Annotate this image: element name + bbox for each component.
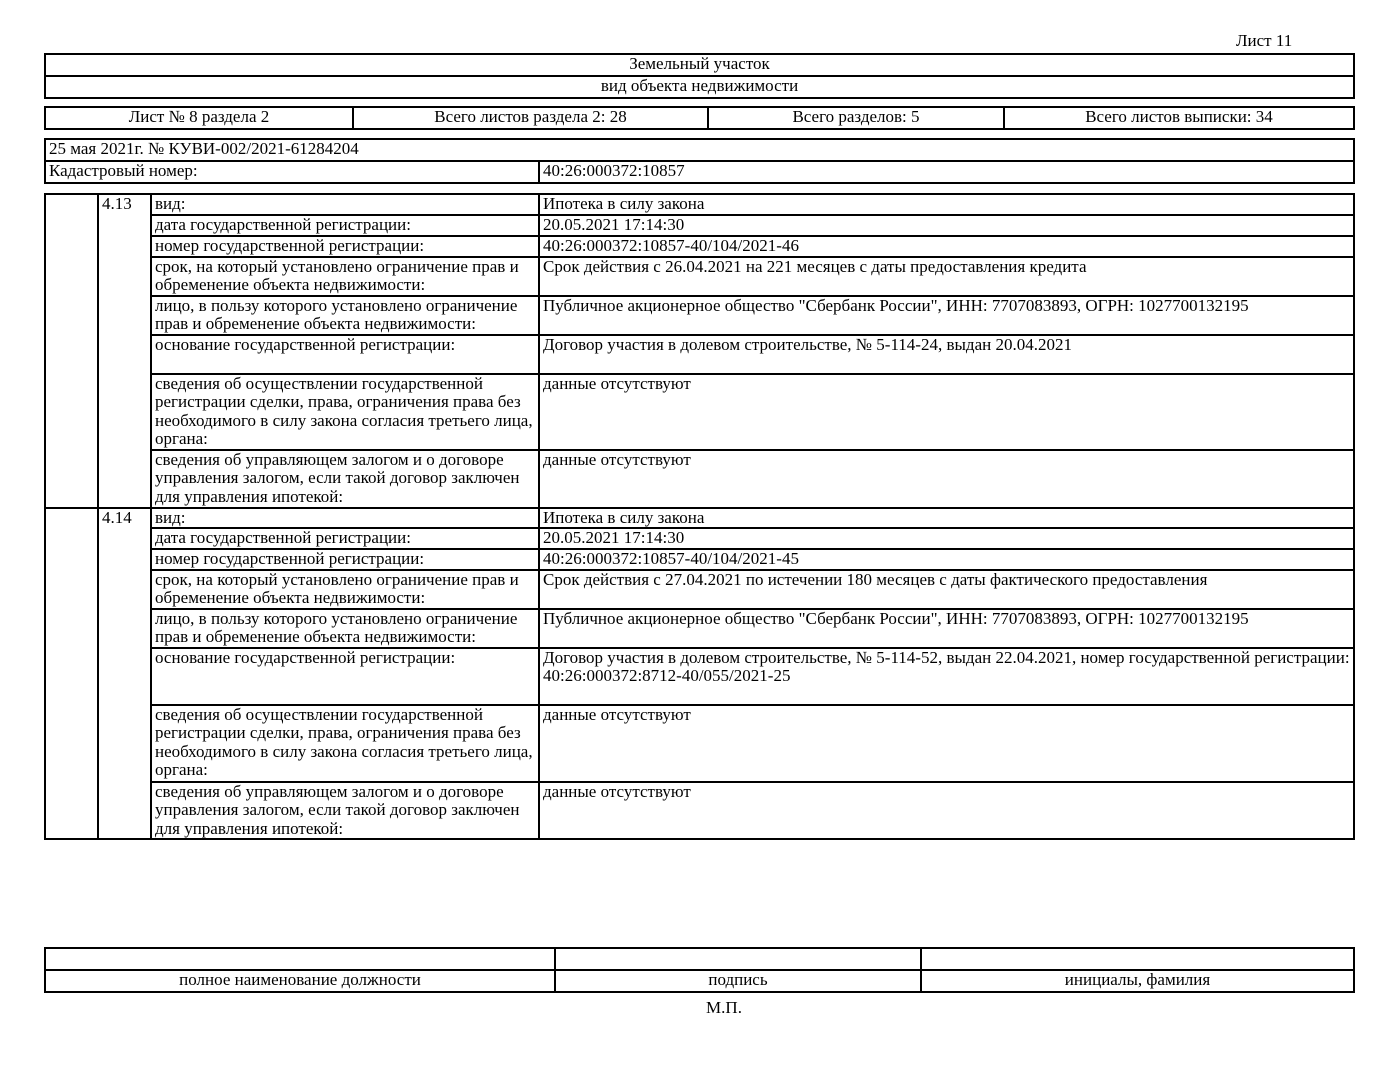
- field-label: основание государственной регистрации:: [151, 335, 539, 374]
- table-row: [45, 508, 1354, 529]
- name-label: инициалы, фамилия: [921, 970, 1354, 992]
- extract-sheets-total: Всего листов выписки: 34: [1004, 107, 1354, 129]
- field-label: лицо, в пользу которого установлено ограничение прав и обременение объекта недвижимости:: [151, 296, 539, 335]
- field-value: Срок действия с 26.04.2021 на 221 месяцев с даты предоставления кредита: [539, 257, 1354, 296]
- stamp-place: М.П.: [706, 998, 742, 1017]
- table-row: [45, 528, 1354, 549]
- field-label: лицо, в пользу которого установлено ограничение прав и обременение объекта недвижимости:: [151, 609, 539, 648]
- entry-number: 4.14: [98, 508, 151, 840]
- table-row: [45, 335, 1354, 374]
- encumbrance-table: [44, 193, 1355, 840]
- signature-block: [44, 947, 1355, 993]
- table-row: [45, 570, 1354, 609]
- sheet-number: Лист 11: [1236, 31, 1293, 50]
- field-label: срок, на который установлено ограничение прав и обременение объекта недвижимости:: [151, 570, 539, 609]
- section-sheets-total: Всего листов раздела 2: 28: [353, 107, 708, 129]
- field-value: Ипотека в силу закона: [539, 508, 1354, 529]
- table-row: [45, 257, 1354, 296]
- signature-field: [555, 948, 921, 970]
- field-label: срок, на который установлено ограничение прав и обременение объекта недвижимости:: [151, 257, 539, 296]
- table-row: [45, 194, 1354, 215]
- object-type-label: вид объекта недвижимости: [45, 76, 1354, 98]
- field-value: данные отсутствуют: [539, 374, 1354, 450]
- position-label: полное наименование должности: [45, 970, 555, 992]
- field-value: Договор участия в долевом строительстве, № 5-114-52, выдан 22.04.2021, номер государственной регистрации: 40:26:000372:8712-40/055/2021-25: [539, 648, 1354, 705]
- cadastral-value: 40:26:000372:10857: [539, 161, 1354, 183]
- table-row: [45, 296, 1354, 335]
- sheet-info: [44, 106, 1355, 130]
- sheet-of-section: Лист № 8 раздела 2: [45, 107, 353, 129]
- field-label: сведения об управляющем залогом и о договоре управления залогом, если такой договор заключен для управления ипотекой:: [151, 450, 539, 508]
- indent-cell: [45, 194, 98, 508]
- field-value: 40:26:000372:10857-40/104/2021-45: [539, 549, 1354, 570]
- indent-cell: [45, 508, 98, 840]
- field-label: сведения об осуществлении государственной регистрации сделки, права, ограничения права без необходимого в силу закона согласия третьего лица, органа:: [151, 374, 539, 450]
- field-label: вид:: [151, 508, 539, 529]
- signature-label: подпись: [555, 970, 921, 992]
- field-label: дата государственной регистрации:: [151, 215, 539, 236]
- field-value: Договор участия в долевом строительстве, № 5-114-24, выдан 20.04.2021: [539, 335, 1354, 374]
- field-value: данные отсутствуют: [539, 782, 1354, 840]
- table-row: [45, 450, 1354, 508]
- object-header: [44, 53, 1355, 99]
- object-title: Земельный участок: [45, 54, 1354, 76]
- field-label: номер государственной регистрации:: [151, 549, 539, 570]
- field-label: сведения об осуществлении государственной регистрации сделки, права, ограничения права без необходимого в силу закона согласия третьего лица, органа:: [151, 705, 539, 782]
- cadastral-label: Кадастровый номер:: [45, 161, 539, 183]
- position-field: [45, 948, 555, 970]
- field-value: 20.05.2021 17:14:30: [539, 215, 1354, 236]
- field-label: вид:: [151, 194, 539, 215]
- field-value: данные отсутствуют: [539, 705, 1354, 782]
- field-value: 40:26:000372:10857-40/104/2021-46: [539, 236, 1354, 257]
- table-row: [45, 374, 1354, 450]
- table-row: [45, 215, 1354, 236]
- table-row: [45, 609, 1354, 648]
- table-row: [45, 705, 1354, 782]
- field-value: Публичное акционерное общество "Сбербанк России", ИНН: 7707083893, ОГРН: 1027700132195: [539, 609, 1354, 648]
- field-label: номер государственной регистрации:: [151, 236, 539, 257]
- entry-number: 4.13: [98, 194, 151, 508]
- extract-date-number: 25 мая 2021г. № КУВИ-002/2021-61284204: [45, 139, 1354, 161]
- table-row: [45, 648, 1354, 705]
- field-value: данные отсутствуют: [539, 450, 1354, 508]
- field-label: дата государственной регистрации:: [151, 528, 539, 549]
- field-label: основание государственной регистрации:: [151, 648, 539, 705]
- sections-total: Всего разделов: 5: [708, 107, 1004, 129]
- name-field: [921, 948, 1354, 970]
- extract-info: [44, 138, 1355, 184]
- table-row: [45, 236, 1354, 257]
- table-row: [45, 549, 1354, 570]
- field-value: Срок действия с 27.04.2021 по истечении 180 месяцев с даты фактического предоставления: [539, 570, 1354, 609]
- field-value: Публичное акционерное общество "Сбербанк России", ИНН: 7707083893, ОГРН: 1027700132195: [539, 296, 1354, 335]
- field-label: сведения об управляющем залогом и о договоре управления залогом, если такой договор заключен для управления ипотекой:: [151, 782, 539, 840]
- table-row: [45, 782, 1354, 840]
- field-value: 20.05.2021 17:14:30: [539, 528, 1354, 549]
- field-value: Ипотека в силу закона: [539, 194, 1354, 215]
